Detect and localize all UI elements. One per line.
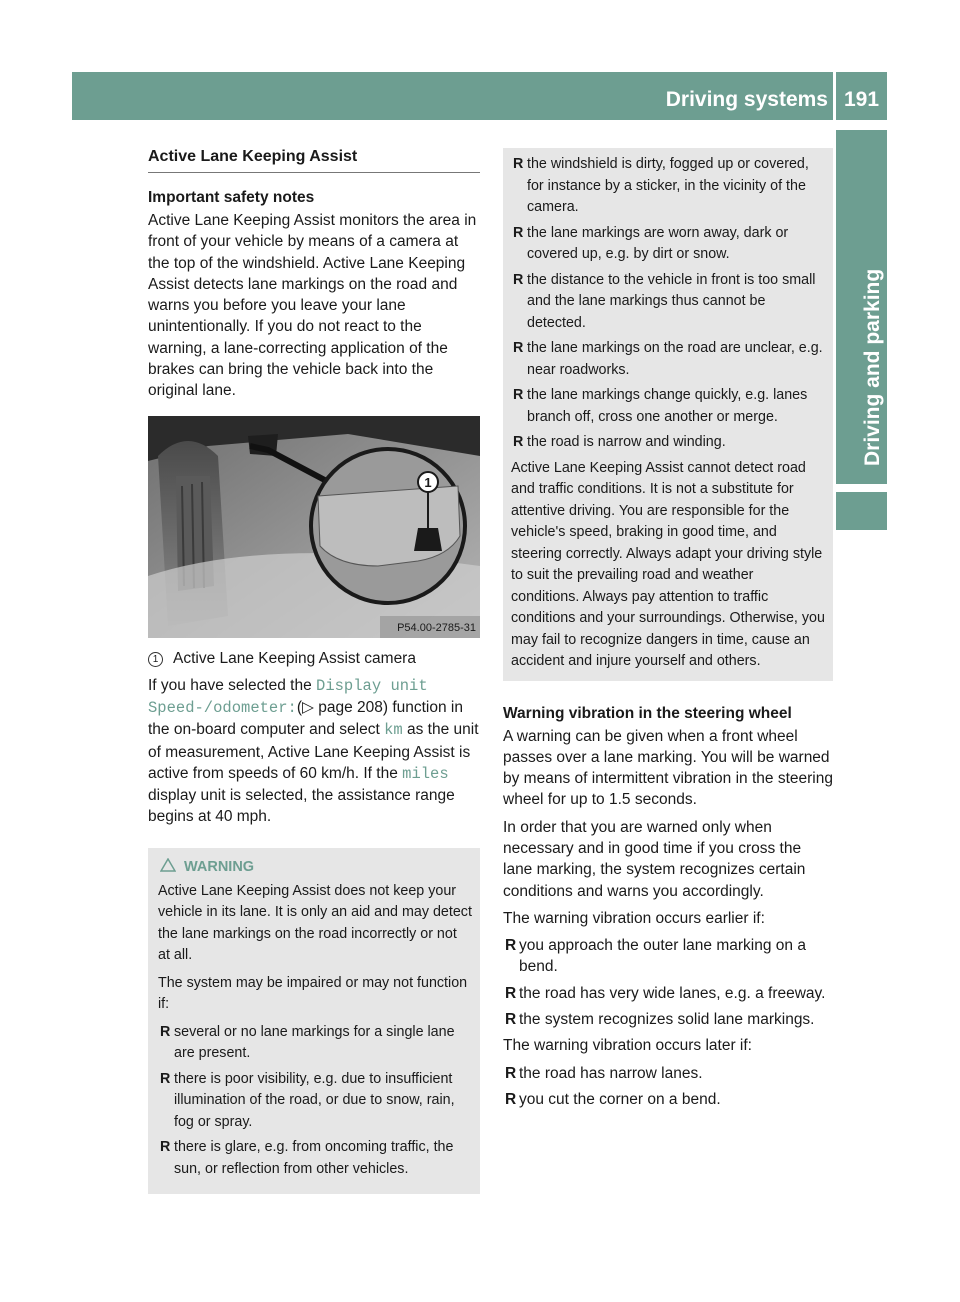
bullet: R bbox=[513, 387, 524, 403]
list-item-text: the lane markings are worn away, dark or covered up, e.g. by dirt or snow. bbox=[527, 224, 789, 262]
display-unit-paragraph bbox=[148, 675, 480, 828]
paragraph: In order that you are warned only when necessary and in good time if you cross the lane marking, the system recognizes certain conditions and warns you accordingly. bbox=[503, 818, 806, 900]
para-text: as the unit of measurement, Active Lane Keeping Assist is active from speeds of 60 km/h. If the bbox=[148, 721, 479, 782]
list-item bbox=[503, 1089, 833, 1110]
bullet: R bbox=[505, 937, 517, 955]
intro-paragraph: Active Lane Keeping Assist monitors the area in front of your vehicle by means of a camera at the top of the windshield. Active Lane Keeping Assist detects lane markings on the road and warns you before you leave your lane unintentionally. If you do not react to the warning, a lane-correcting application of the brakes can bring the vehicle back into the original lane. bbox=[148, 212, 477, 400]
list-item bbox=[158, 1069, 472, 1134]
list-item-text: several or no lane markings for a single lane are present. bbox=[174, 1023, 455, 1062]
paragraph: The warning vibration occurs earlier if: bbox=[503, 909, 765, 927]
list-item-text: the distance to the vehicle in front is too small and the lane markings thus cannot be detected. bbox=[527, 271, 816, 331]
list-item-text: the lane markings change quickly, e.g. lanes branch off, cross one another or merge. bbox=[527, 387, 808, 425]
list-item bbox=[511, 223, 825, 266]
bullet: R bbox=[160, 1023, 171, 1040]
left-column bbox=[148, 148, 480, 1194]
para-text: If you have selected the bbox=[148, 676, 317, 694]
list-item-text: the road has narrow lanes. bbox=[519, 1064, 703, 1082]
miles-setting: miles bbox=[402, 764, 449, 783]
list-item bbox=[511, 270, 825, 335]
warning-heading-text: WARNING bbox=[184, 858, 255, 875]
warning-paragraph: Active Lane Keeping Assist does not keep your vehicle in its lane. It is only an aid and may detect the lane markings on the road incorrectly or not at all. bbox=[158, 882, 472, 964]
list-item-text: the road is narrow and winding. bbox=[527, 434, 726, 450]
list-item-text: you cut the corner on a bend. bbox=[519, 1090, 721, 1108]
callout-number: 1 bbox=[148, 652, 163, 667]
display-unit-setting: Display unit Speed-/odometer: bbox=[148, 676, 428, 717]
list-item-text: the lane markings on the road are unclear, e.g. near roadworks. bbox=[527, 340, 823, 378]
page-number: 191 bbox=[836, 72, 887, 120]
list-item-text: the windshield is dirty, fogged up or covered, for instance by a sticker, in the vicinity of the camera. bbox=[527, 156, 809, 215]
para-text: (▷ page 208) function in the on-board computer and select bbox=[148, 698, 463, 739]
list-item bbox=[511, 338, 825, 381]
list-item-text: the system recognizes solid lane markings. bbox=[519, 1011, 815, 1029]
list-item bbox=[158, 1022, 472, 1065]
warning-box bbox=[148, 848, 480, 1195]
figure-callout-label: 1 bbox=[424, 474, 432, 490]
bullet: R bbox=[505, 1090, 517, 1108]
km-setting: km bbox=[384, 721, 403, 740]
list-item bbox=[158, 1137, 472, 1180]
list-item bbox=[503, 935, 833, 978]
bullet: R bbox=[513, 156, 524, 172]
side-tab-marker bbox=[836, 492, 887, 530]
subheading: Warning vibration in the steering wheel bbox=[503, 704, 792, 722]
list-item-text: there is poor visibility, e.g. due to insufficient illumination of the road, or due to snow, rain, fog or spray. bbox=[174, 1070, 455, 1130]
list-item-text: the road has very wide lanes, e.g. a freeway. bbox=[519, 984, 826, 1002]
list-item bbox=[511, 154, 825, 219]
camera-figure bbox=[148, 416, 480, 638]
bullet: R bbox=[513, 340, 524, 356]
bullet: R bbox=[505, 1011, 517, 1029]
bullet: R bbox=[160, 1070, 171, 1087]
bullet: R bbox=[160, 1139, 171, 1156]
list-item bbox=[503, 1009, 833, 1030]
chapter-title: Driving systems bbox=[665, 88, 828, 111]
warning-box-continued bbox=[503, 148, 833, 681]
camera-illustration bbox=[148, 416, 480, 638]
list-item-text: you approach the outer lane marking on a bend. bbox=[519, 937, 806, 976]
caption-text: Active Lane Keeping Assist camera bbox=[173, 649, 416, 667]
list-item bbox=[511, 385, 825, 428]
list-item-text: there is glare, e.g. from oncoming traffic, the sun, or reflection from other vehicles. bbox=[174, 1139, 454, 1177]
paragraph: The warning vibration occurs later if: bbox=[503, 1037, 752, 1055]
paragraph: A warning can be given when a front wheel passes over a lane marking. You will be warned by means of intermittent vibration in the steering wheel for up to 1.5 seconds. bbox=[503, 727, 833, 809]
list-item bbox=[503, 1063, 833, 1084]
subheading: Important safety notes bbox=[148, 189, 315, 206]
figure-code: P54.00-2785-31 bbox=[397, 621, 476, 634]
earlier-list bbox=[503, 935, 833, 1030]
list-item bbox=[511, 432, 825, 454]
warning-paragraph: The system may be impaired or may not function if: bbox=[158, 974, 468, 1013]
bullet: R bbox=[505, 1064, 517, 1082]
figure-caption bbox=[148, 648, 480, 669]
warning-list bbox=[158, 1022, 472, 1181]
bullet: R bbox=[513, 224, 524, 241]
bullet: R bbox=[513, 271, 524, 288]
later-list bbox=[503, 1063, 833, 1111]
warning-paragraph: Active Lane Keeping Assist cannot detect road and traffic conditions. It is not a substitute for attentive driving. You are responsible for the vehicle's speed, braking in good time, and steering correctly. Always adapt your driving style to suit the prevailing road and weather conditions. Always pay attention to traffic conditions and your surroundings. Otherwise, you may fail to recognize dangers in time, cause an accident and injure yourself and others. bbox=[511, 459, 825, 669]
list-item bbox=[503, 983, 833, 1004]
bullet: R bbox=[505, 984, 517, 1002]
right-column bbox=[503, 148, 833, 1115]
warning-list-continued bbox=[511, 154, 825, 454]
bullet: R bbox=[513, 434, 524, 450]
section-title: Active Lane Keeping Assist bbox=[148, 148, 480, 173]
warning-triangle-icon bbox=[160, 858, 176, 872]
side-section-label: Driving and parking bbox=[861, 268, 884, 466]
warning-heading bbox=[158, 858, 472, 875]
para-text: display unit is selected, the assistance range begins at 40 mph. bbox=[148, 787, 455, 826]
